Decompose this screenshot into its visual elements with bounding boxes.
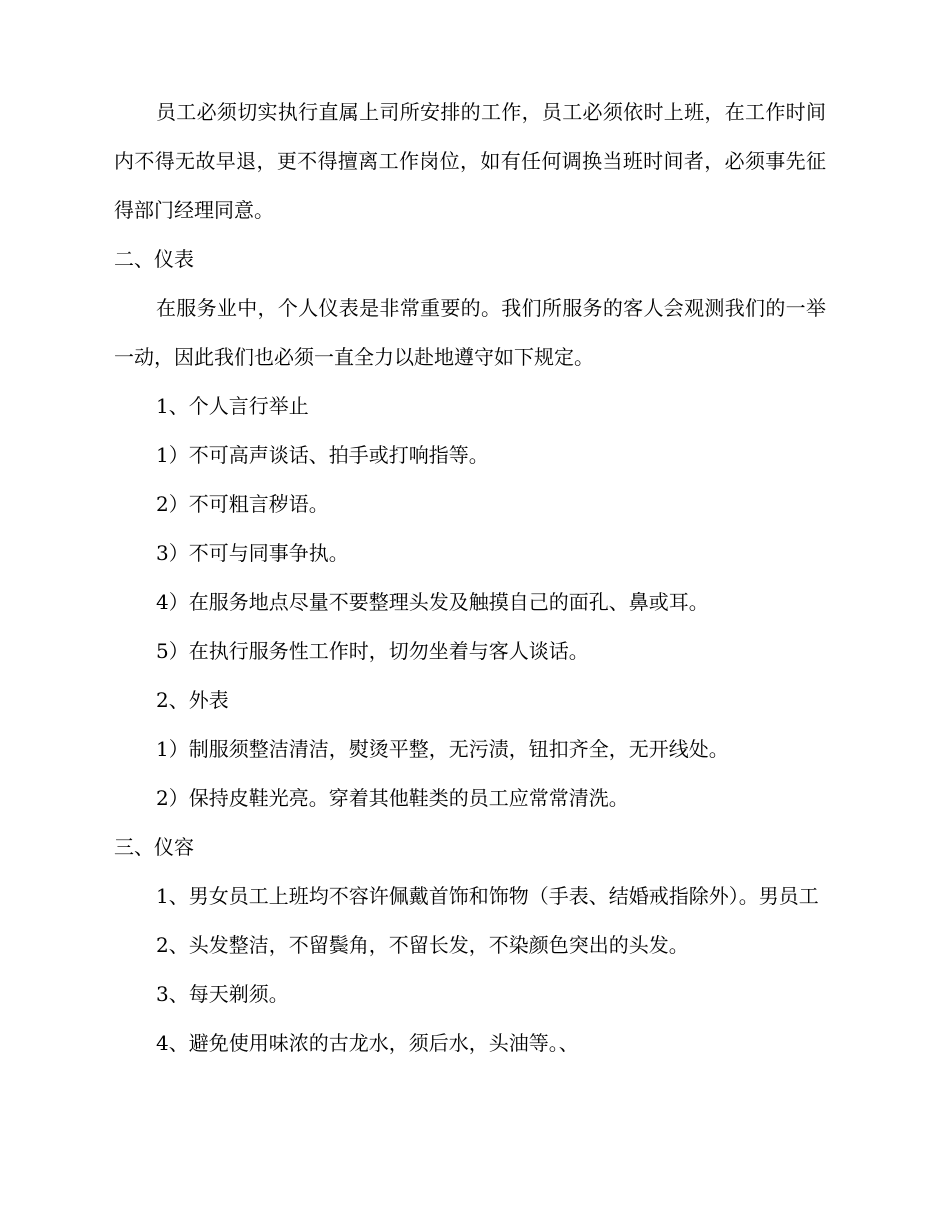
list-item-outfit-1: 1）制服须整洁清洁，熨烫平整，无污渍，钮扣齐全，无开线处。 xyxy=(156,737,729,761)
list-item-conduct-2: 2）不可粗言秽语。 xyxy=(156,492,329,516)
list-item-grooming-1: 1、男女员工上班均不容许佩戴首饰和饰物（手表、结婚戒指除外）。男员工 xyxy=(156,884,819,908)
list-item-conduct-1: 1）不可高声谈话、拍手或打响指等。 xyxy=(156,443,489,467)
paragraph-appearance-intro: 在服务业中，个人仪表是非常重要的。我们所服务的客人会观测我们的一举一动，因此我们也必须一直全力以赴地遵守如下规定。 xyxy=(114,296,826,369)
list-item-conduct-3: 3）不可与同事争执。 xyxy=(156,541,349,565)
heading-appearance: 二、仪表 xyxy=(114,247,194,271)
list-item-conduct-4: 4）在服务地点尽量不要整理头发及触摸自己的面孔、鼻或耳。 xyxy=(156,590,709,614)
subheading-conduct: 1、个人言行举止 xyxy=(156,394,309,418)
paragraph-duty: 员工必须切实执行直属上司所安排的工作，员工必须依时上班，在工作时间内不得无故早退，更不得擅离工作岗位，如有任何调换当班时间者，必须事先征得部门经理同意。 xyxy=(114,100,826,222)
list-item-outfit-2: 2）保持皮鞋光亮。穿着其他鞋类的员工应常常清洗。 xyxy=(156,786,629,810)
subheading-outfit: 2、外表 xyxy=(156,688,229,712)
list-item-grooming-4: 4、避免使用味浓的古龙水，须后水，头油等。、 xyxy=(156,1031,579,1055)
heading-grooming: 三、仪容 xyxy=(114,835,194,859)
list-item-grooming-3: 3、每天剃须。 xyxy=(156,982,289,1006)
list-item-grooming-2: 2、头发整洁，不留鬓角，不留长发，不染颜色突出的头发。 xyxy=(156,933,689,957)
document-body xyxy=(114,88,826,1068)
list-item-conduct-5: 5）在执行服务性工作时，切勿坐着与客人谈话。 xyxy=(156,639,589,663)
